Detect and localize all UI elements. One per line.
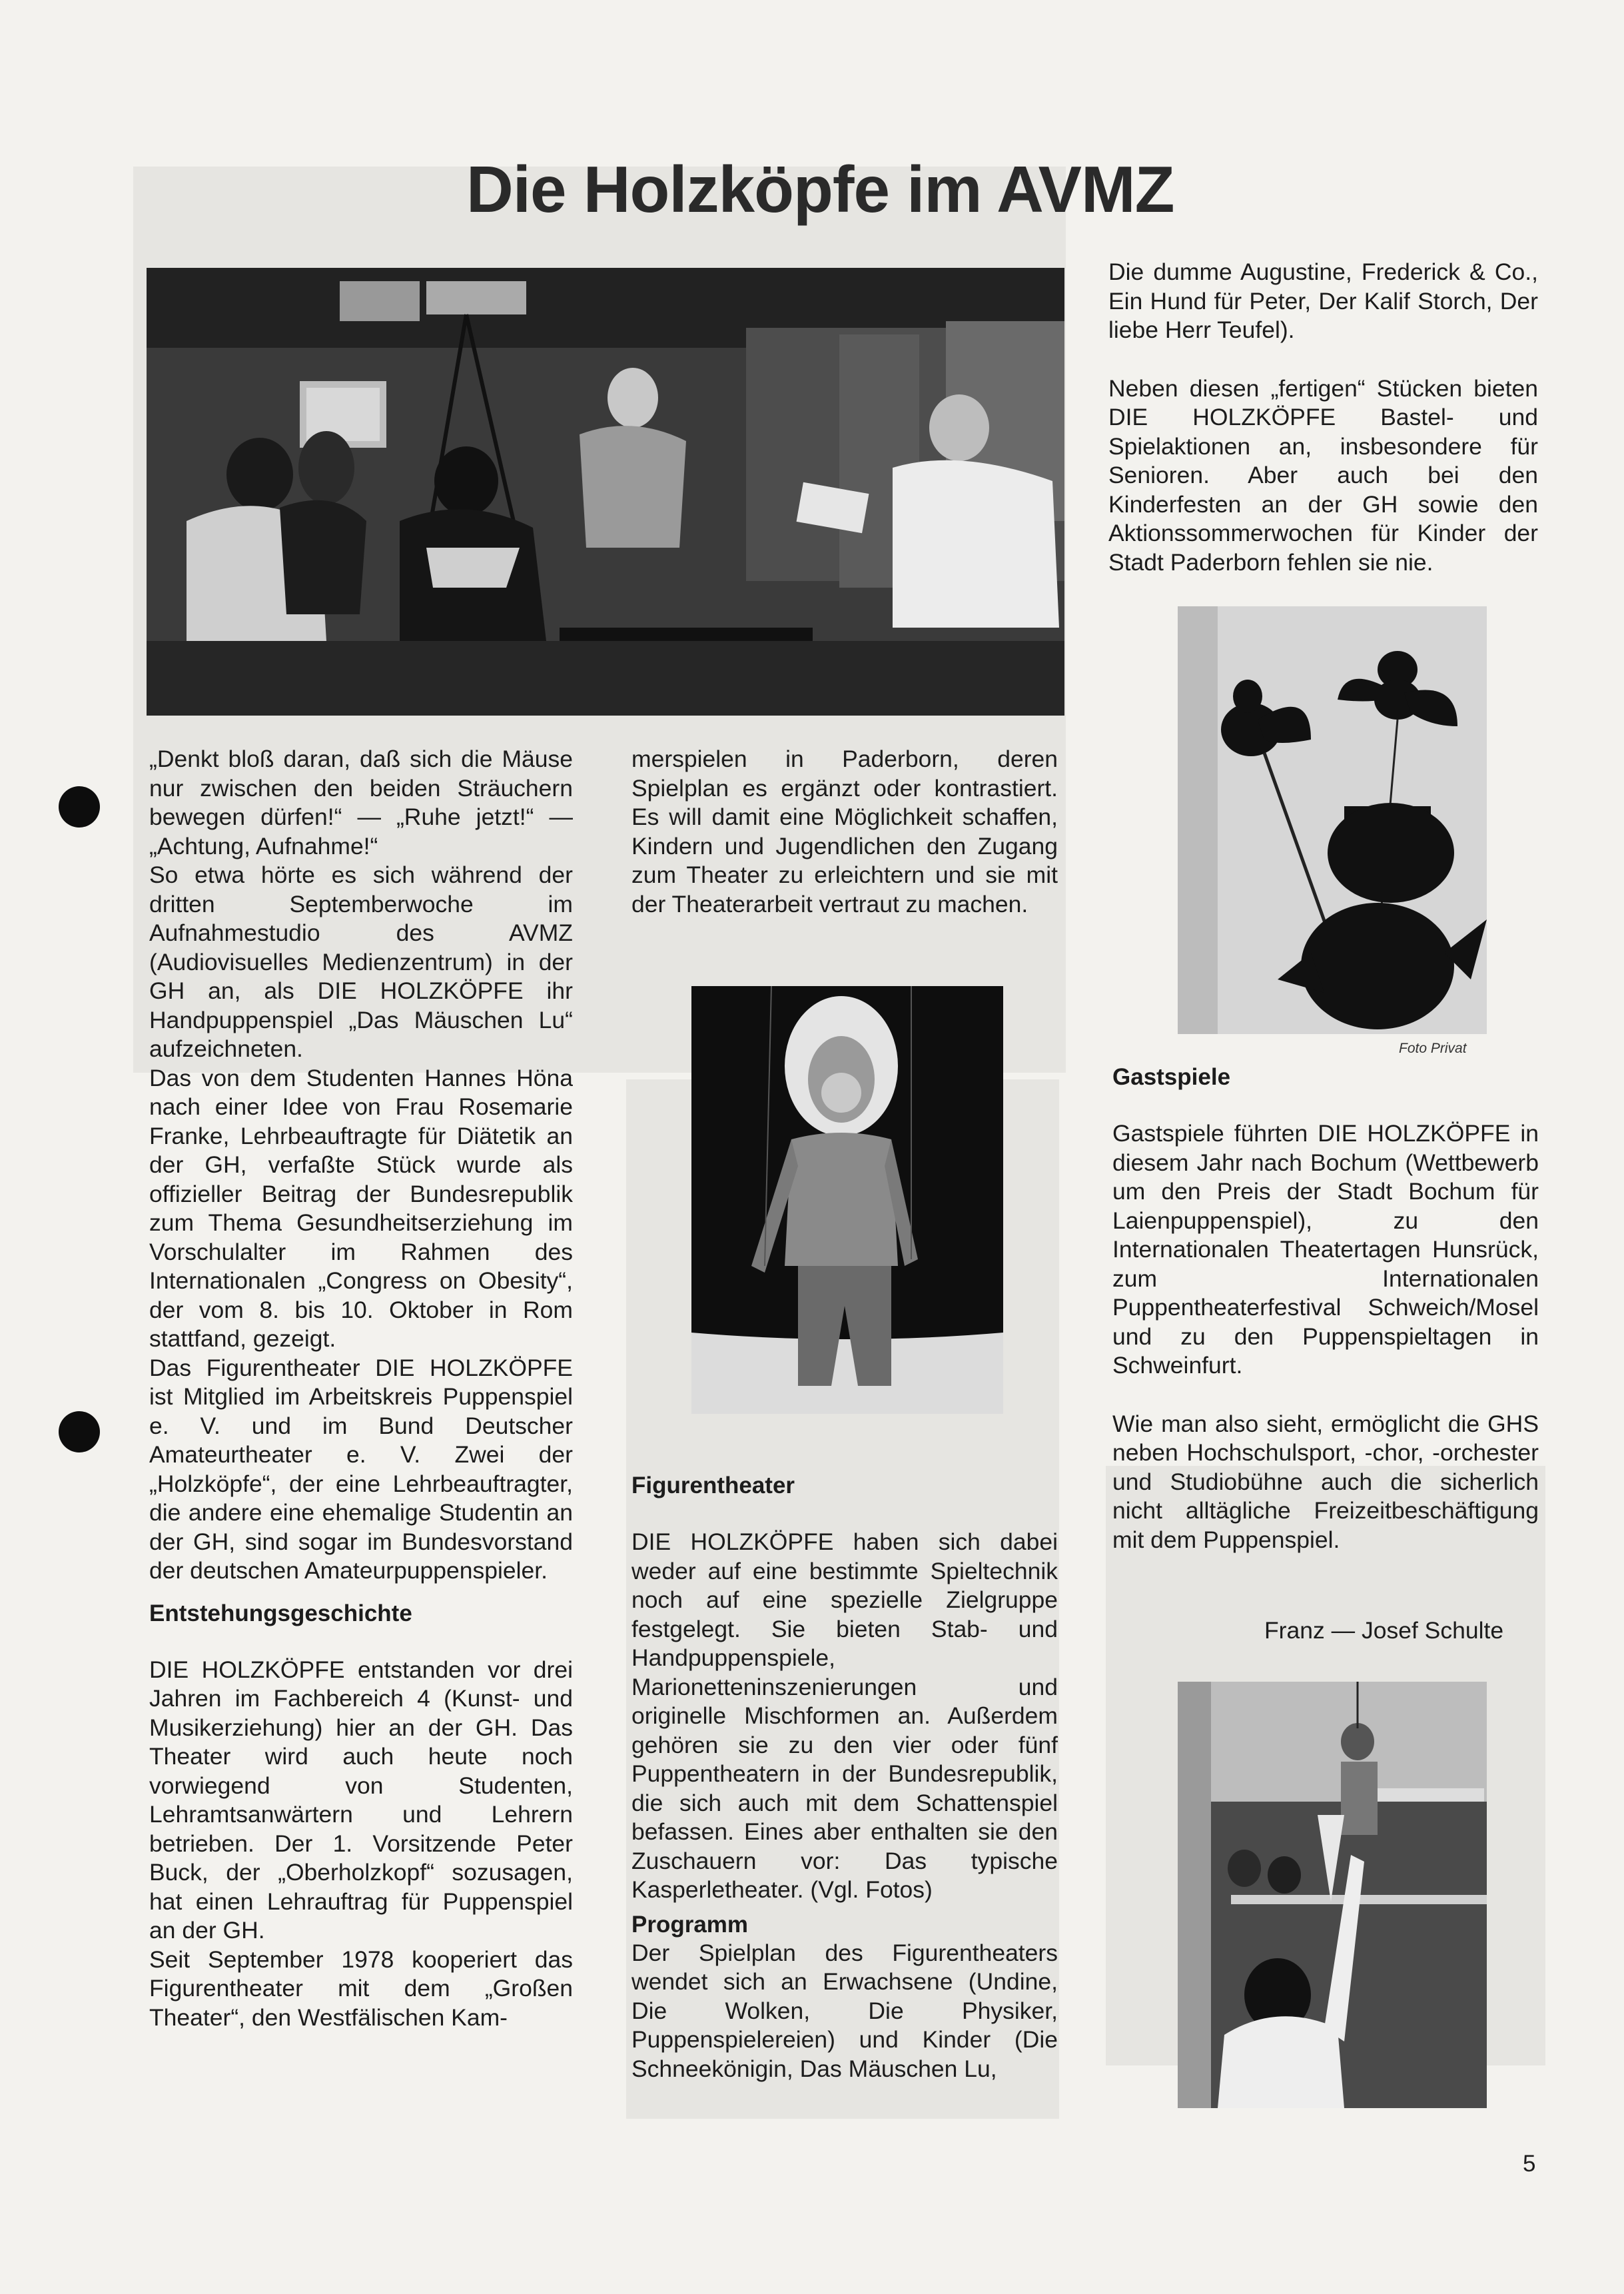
paragraph: Neben diesen „fertigen“ Stücken bieten DIE HOLZKÖPFE Bastel- und Spielaktionen an, insbesondere für Senioren. Aber auch bei den Kinderfesten an der GH sowie den Aktionssommerwochen für Kinder der Stadt Paderborn fehlen sie nie. bbox=[1108, 374, 1538, 576]
paragraph: Seit September 1978 kooperiert das Figurentheater mit dem „Großen Theater“, den Westfälischen Kam- bbox=[149, 1946, 573, 2031]
paragraph: Wie man also sieht, ermöglicht die GHS neben Hochschulsport, -chor, -orchester und Studiobühne auch die sicherlich nicht alltägliche Freizeitbeschäftigung mit dem Puppenspiel. bbox=[1112, 1410, 1539, 1553]
section-heading: Entstehungsgeschichte bbox=[149, 1600, 412, 1626]
paragraph: Das von dem Studenten Hannes Höna nach einer Idee von Frau Rosemarie Franke, Lehrbeauftragte für Diätetik an der GH, verfaßte Stück wurde als offizieller Beitrag der Bundesrepublik zum Thema Gesundheitserziehung im Vorschulalter im Rahmen des Internationalen „Congress on Obesity“, der vom 8. bis 10. Oktober in Rom stattfand, gezeigt. bbox=[149, 1064, 573, 1352]
marionette-photo bbox=[691, 986, 1003, 1414]
page-number: 5 bbox=[1523, 2151, 1536, 2177]
article-title: Die Holzköpfe im AVMZ bbox=[466, 153, 1174, 226]
column-right-lower bbox=[1112, 1063, 1539, 1554]
column-left bbox=[149, 745, 573, 2032]
paragraph: „Denkt bloß daran, daß sich die Mäuse nur zwischen den beiden Sträuchern bewegen dürfen!“ — „Ruhe jetzt!“ — „Achtung, Aufnahme!“ bbox=[149, 746, 573, 860]
paragraph: Gastspiele führten DIE HOLZKÖPFE in diesem Jahr nach Bochum (Wettbewerb um den Preis der Stadt Bochum für Laienpuppenspiel), zu den Internationalen Theatertagen Hunsrück, zum Internationalen Puppentheaterfestival Schweich/Mosel und zu den Puppenspieltagen in Schweinfurt. bbox=[1112, 1120, 1539, 1379]
paragraph: Die dumme Augustine, Frederick & Co., Ein Hund für Peter, Der Kalif Storch, Der liebe Herr Teufel). bbox=[1108, 259, 1538, 343]
column-right bbox=[1108, 258, 1538, 577]
paragraph: merspielen in Paderborn, deren Spielplan es ergänzt oder kontrastiert. Es will damit eine Möglichkeit schaffen, Kindern und Jugendlichen den Zugang zum Theater zu erleichtern und sie mit der Theaterarbeit vertraut zu machen. bbox=[631, 746, 1058, 917]
photo-credit: Foto Privat bbox=[1399, 1041, 1467, 1056]
section-heading: Gastspiele bbox=[1112, 1064, 1231, 1090]
punch-hole bbox=[59, 1411, 100, 1452]
section-heading: Figurentheater bbox=[631, 1472, 795, 1498]
author-signature: Franz — Josef Schulte bbox=[1264, 1617, 1504, 1644]
paragraph: DIE HOLZKÖPFE haben sich dabei weder auf eine bestimmte Spieltechnik noch auf eine spezielle Zielgruppe festgelegt. Sie bieten Stab- und Handpuppenspiele, Marionetteninszenierungen und originelle Mischformen an. Außerdem gehören sie zu den vier oder fünf Puppentheatern in der Bundesrepublik, die sich auch mit dem Schattenspiel befassen. Eines aber enthalten sie den Zuschauern vor: Das typische Kasperletheater. (Vgl. Fotos) bbox=[631, 1528, 1058, 1903]
column-middle bbox=[631, 745, 1058, 919]
paragraph: Der Spielplan des Figurentheaters wendet sich an Erwachsene (Undine, Die Wolken, Die Physiker, Puppenspielereien) und Kinder (Die Schneekönigin, Das Mäuschen Lu, bbox=[631, 1939, 1058, 2082]
section-heading: Programm bbox=[631, 1911, 749, 1938]
shadow-puppet-photo bbox=[1178, 606, 1487, 1034]
paragraph: So etwa hörte es sich während der dritten Septemberwoche im Aufnahmestudio des AVMZ (Audiovisuelles Medienzentrum) in der GH an, als DIE HOLZKÖPFE ihr Handpuppenspiel „Das Mäuschen Lu“ aufzeichneten. bbox=[149, 861, 573, 1062]
punch-hole bbox=[59, 786, 100, 828]
paragraph: Das Figurentheater DIE HOLZKÖPFE ist Mitglied im Arbeitskreis Puppenspiel e. V. und im Bund Deutscher Amateurtheater e. V. Zwei der „Holzköpfe“, der eine Lehrbeauftragter, die andere eine ehemalige Studentin an der GH, sind sogar im Bundesvorstand der deutschen Amateurpuppenspieler. bbox=[149, 1354, 573, 1584]
puppeteer-photo bbox=[1178, 1682, 1487, 2108]
paragraph: DIE HOLZKÖPFE entstanden vor drei Jahren im Fachbereich 4 (Kunst- und Musikerziehung) hier an der GH. Das Theater wird auch heute noch vorwiegend von Studenten, Lehramtsanwärtern und Lehrern betrieben. Der 1. Vorsitzende Peter Buck, der „Oberholzkopf“ sozusagen, hat einen Lehrauftrag für Puppenspiel an der GH. bbox=[149, 1656, 573, 1944]
studio-photo bbox=[147, 268, 1064, 716]
column-middle-lower bbox=[631, 1471, 1058, 2083]
